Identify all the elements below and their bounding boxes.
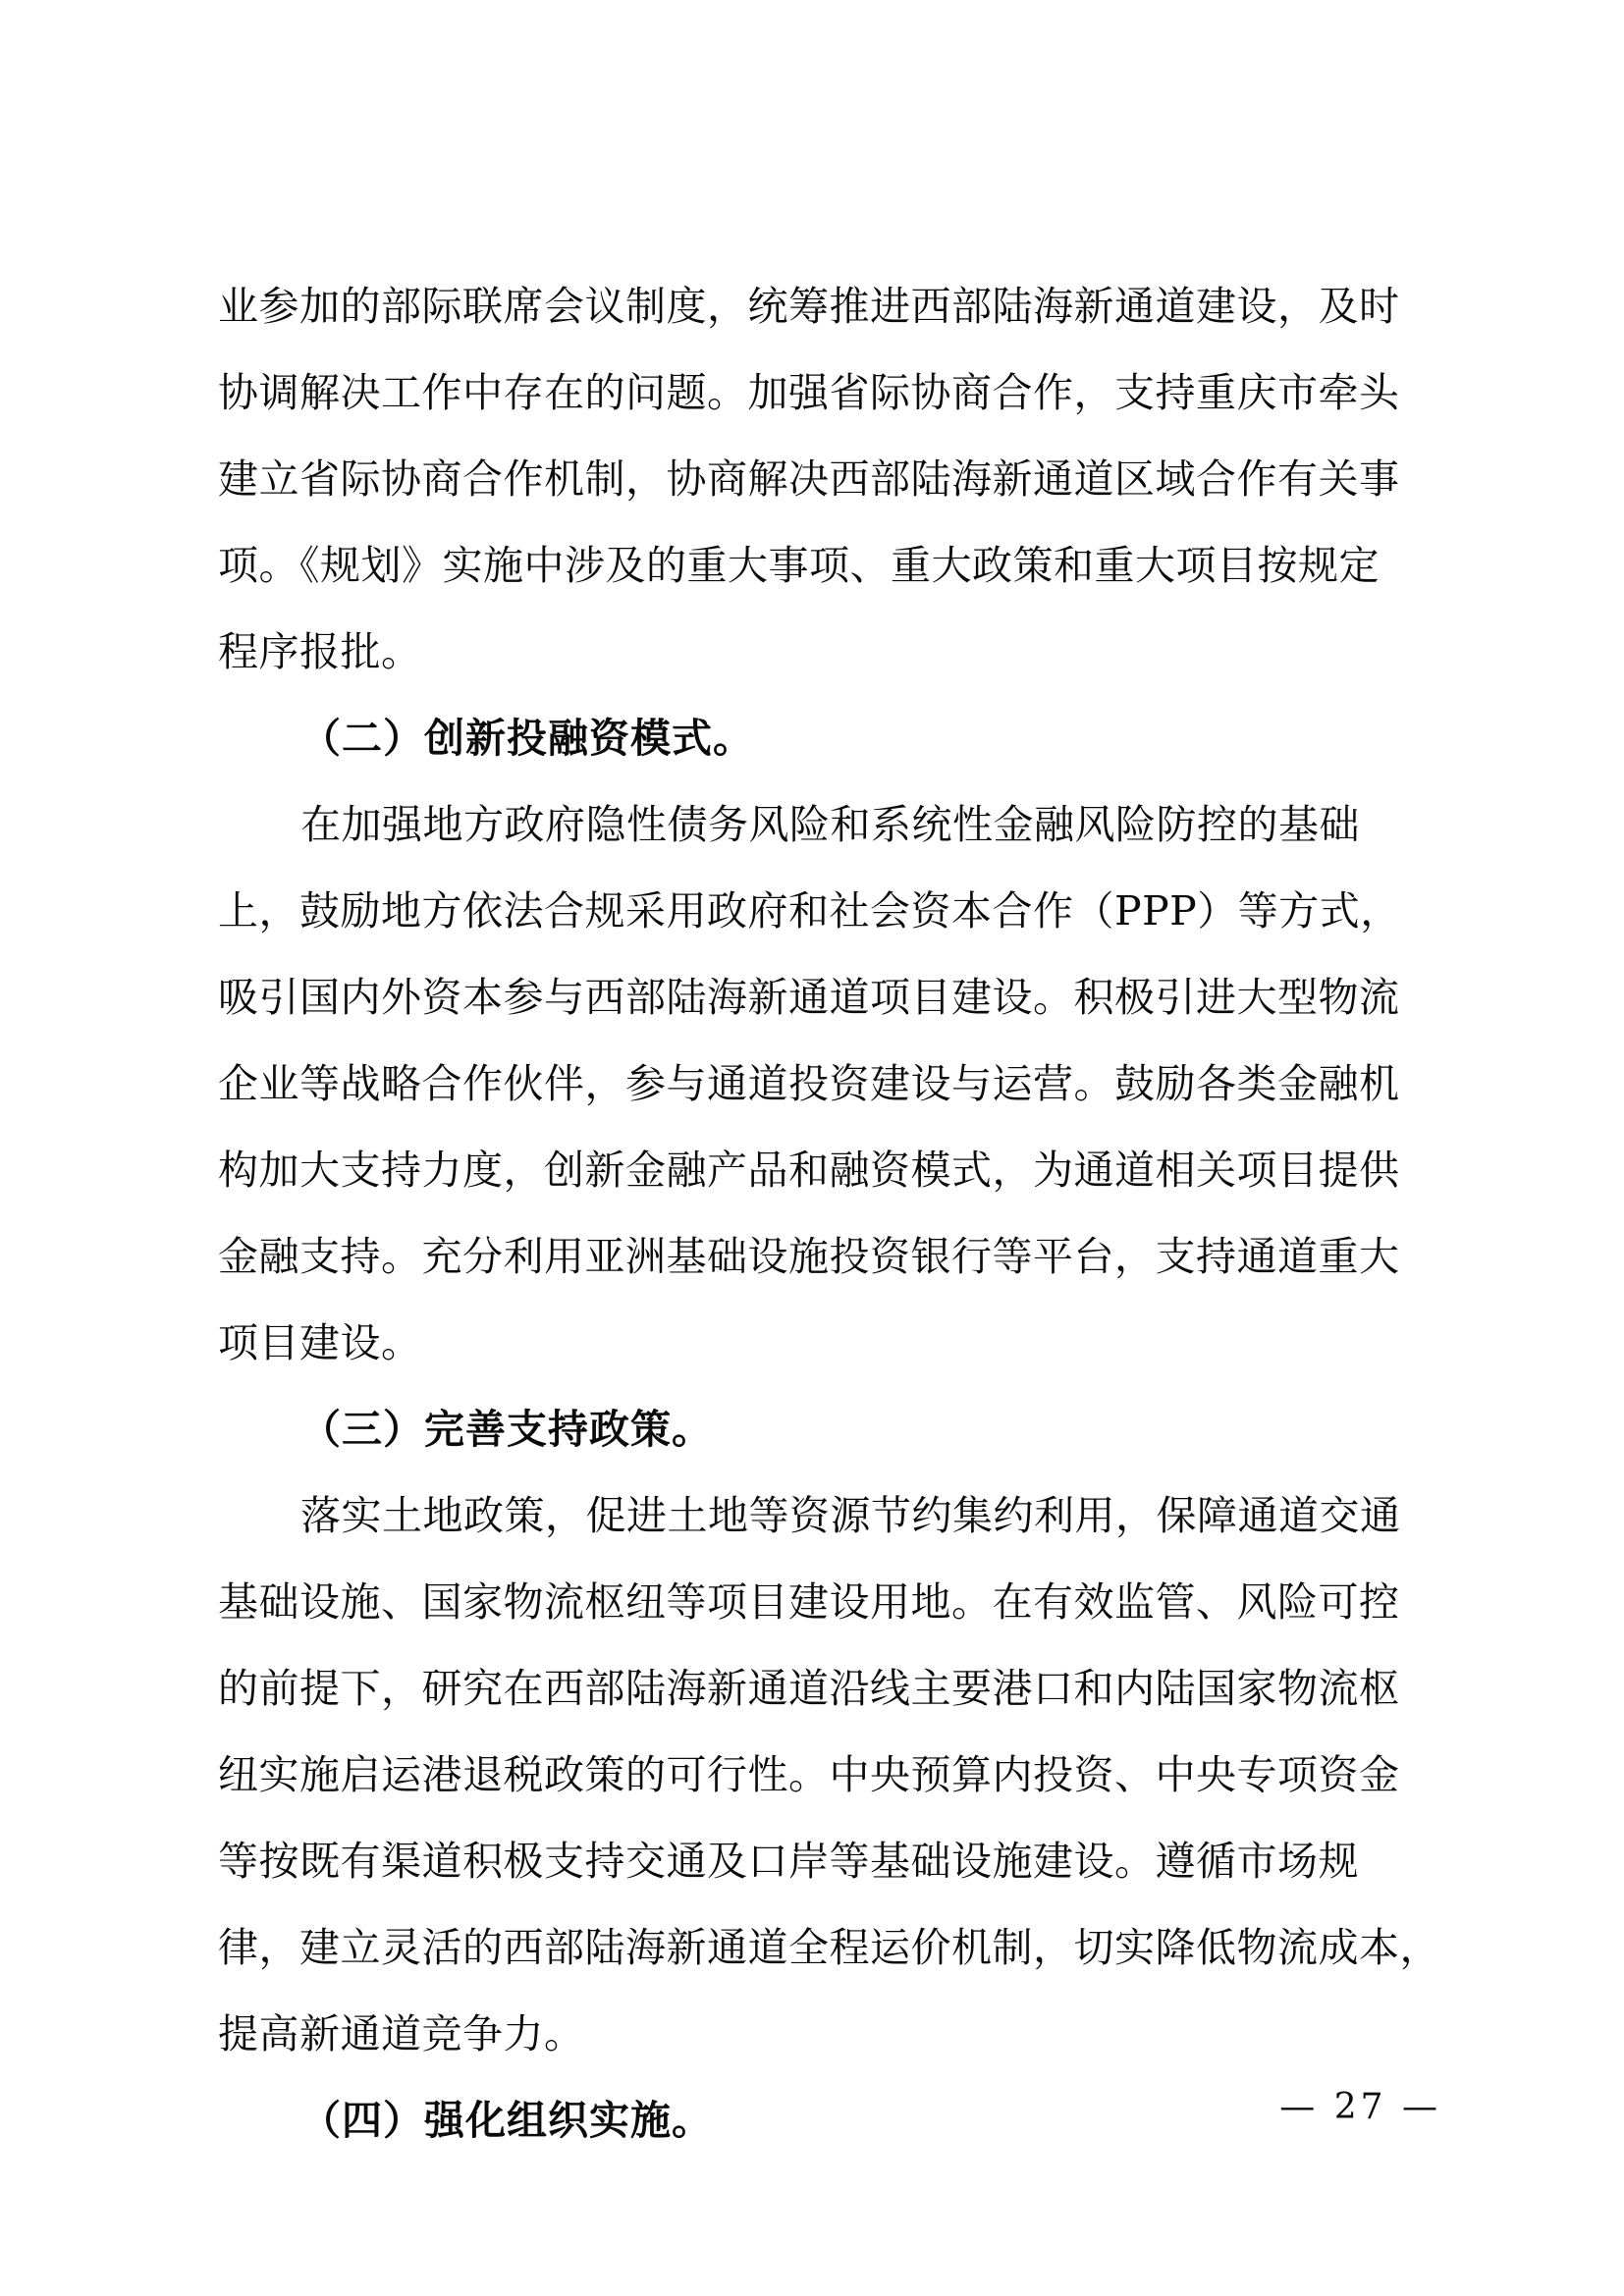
body-line: 等按既有渠道积极支持交通及口岸等基础设施建设。遵循市场规 xyxy=(218,1838,1359,1885)
body-line: 项目建设。 xyxy=(218,1319,422,1366)
body-line: 协调解决工作中存在的问题。加强省际协商合作，支持重庆市牵头 xyxy=(218,369,1400,416)
body-line: 企业等战略合作伙伴，参与通道投资建设与运营。鼓励各类金融机 xyxy=(218,1060,1400,1107)
body-line: 项。《规划》实施中涉及的重大事项、重大政策和重大项目按规定 xyxy=(218,542,1380,589)
body-line: 律，建立灵活的西部陆海新通道全程运价机制，切实降低物流成本， xyxy=(218,1924,1440,1971)
body-line: 上，鼓励地方依法合规采用政府和社会资本合作（PPP）等方式， xyxy=(218,887,1401,934)
document-body xyxy=(218,263,1440,2163)
section-heading: （四）强化组织实施。 xyxy=(300,2097,713,2144)
section-heading: （二）创新投融资模式。 xyxy=(300,715,754,762)
page-number: — 27 — xyxy=(1279,2087,1441,2127)
body-line: 在加强地方政府隐性债务风险和系统性金融风险防控的基础 xyxy=(300,801,1360,848)
body-line: 构加大支持力度，创新金融产品和融资模式，为通道相关项目提供 xyxy=(218,1147,1400,1194)
body-line: 提高新通道竞争力。 xyxy=(218,2010,585,2057)
section-heading: （三）完善支持政策。 xyxy=(300,1406,713,1453)
body-line: 建立省际协商合作机制，协商解决西部陆海新通道区域合作有关事 xyxy=(218,455,1400,503)
body-line: 落实土地政策，促进土地等资源节约集约利用，保障通道交通 xyxy=(300,1492,1401,1539)
body-line: 的前提下，研究在西部陆海新通道沿线主要港口和内陆国家物流枢 xyxy=(218,1665,1400,1712)
body-line: 金融支持。充分利用亚洲基础设施投资银行等平台，支持通道重大 xyxy=(218,1233,1400,1280)
body-line: 业参加的部际联席会议制度，统筹推进西部陆海新通道建设，及时 xyxy=(218,283,1400,330)
body-line: 纽实施启运港退税政策的可行性。中央预算内投资、中央专项资金 xyxy=(218,1751,1400,1798)
body-line: 程序报批。 xyxy=(218,628,422,675)
body-line: 吸引国内外资本参与西部陆海新通道项目建设。积极引进大型物流 xyxy=(218,974,1400,1021)
body-line: 基础设施、国家物流枢纽等项目建设用地。在有效监管、风险可控 xyxy=(218,1578,1400,1626)
